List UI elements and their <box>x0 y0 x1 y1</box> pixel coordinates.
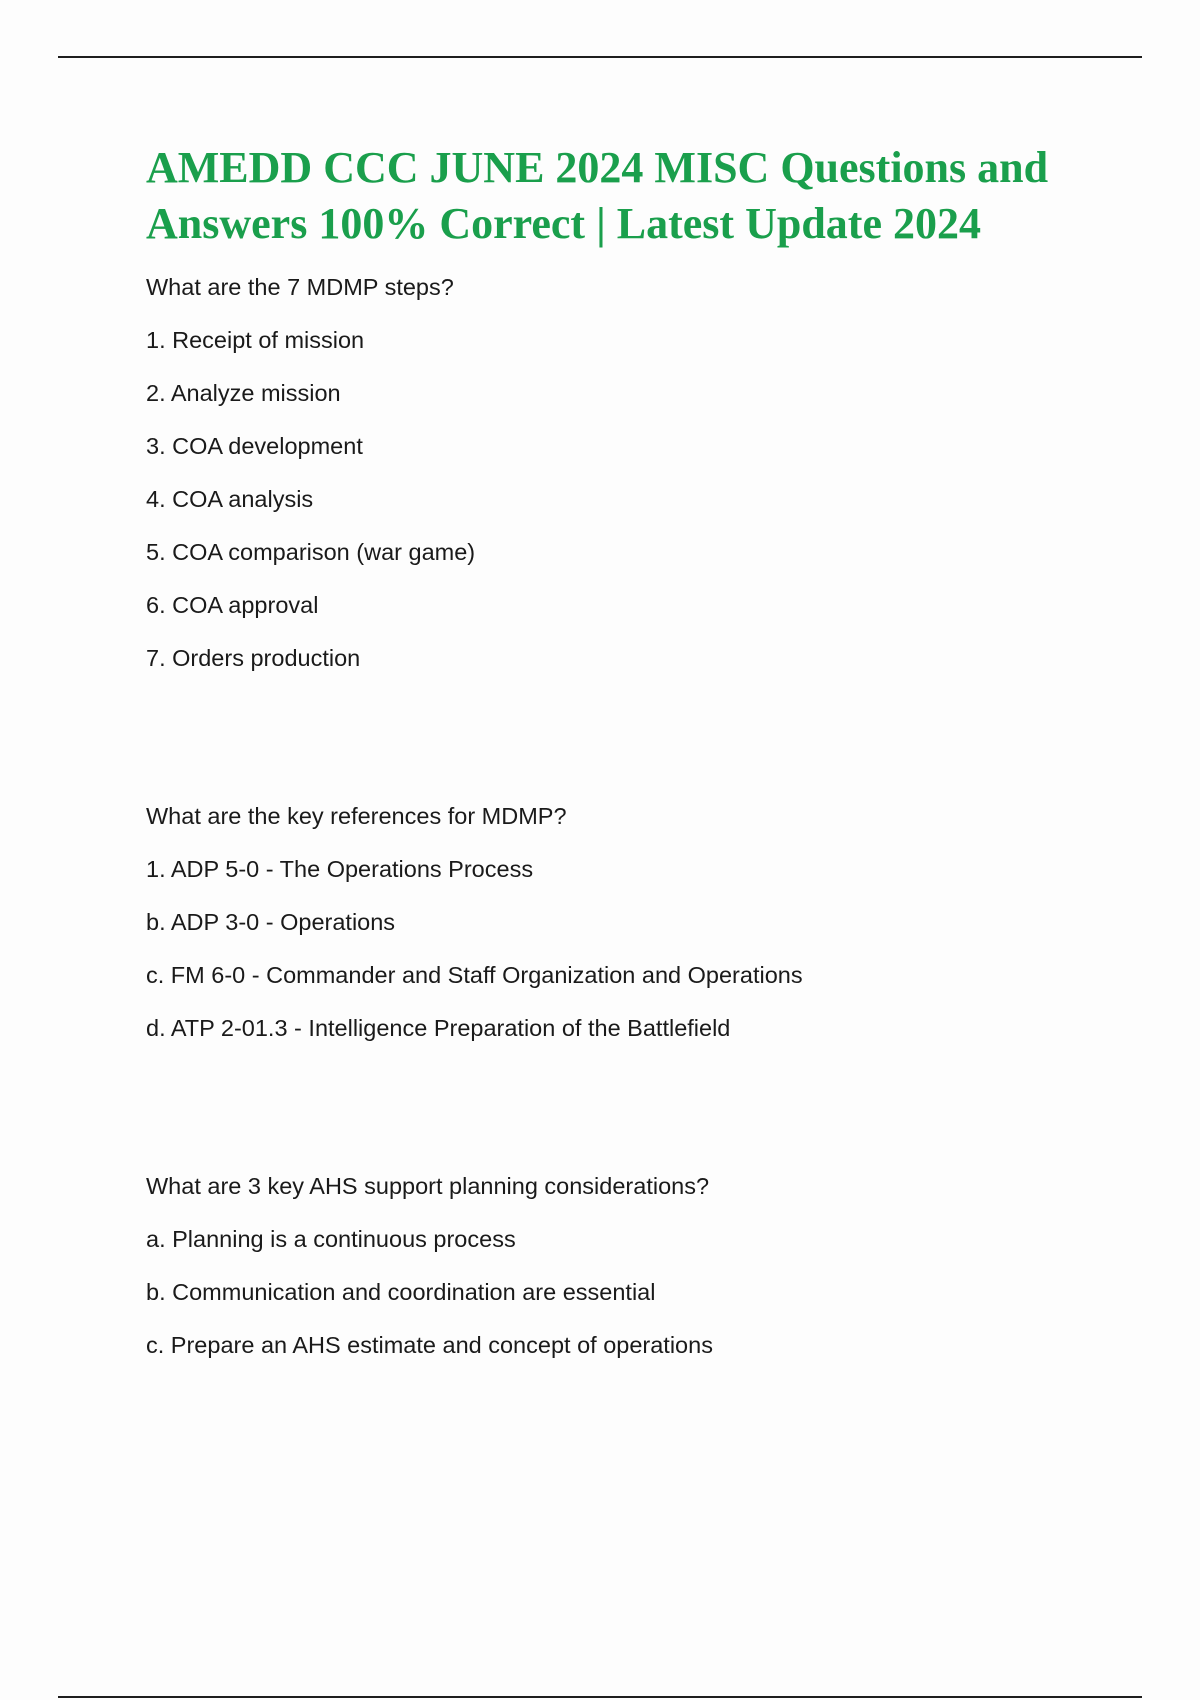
answer-line: 1. Receipt of mission <box>146 327 365 353</box>
document-body <box>146 140 1086 1358</box>
qa-section <box>146 1173 1086 1358</box>
answer-line: c. Prepare an AHS estimate and concept of operations <box>146 1332 713 1358</box>
answer-line: 2. Analyze mission <box>146 380 341 406</box>
answer-line: 1. ADP 5-0 - The Operations Process <box>146 856 534 882</box>
answer-line: a. Planning is a continuous process <box>146 1226 516 1252</box>
question: What are the key references for MDMP? <box>146 803 567 829</box>
answer-line: 4. COA analysis <box>146 486 314 512</box>
top-rule <box>58 56 1142 58</box>
answer-line: 7. Orders production <box>146 645 361 671</box>
answer-line: b. ADP 3-0 - Operations <box>146 909 396 935</box>
qa-section <box>146 274 1086 671</box>
bottom-rule <box>58 1696 1142 1698</box>
document-title: AMEDD CCC JUNE 2024 MISC Questions and Answers 100% Correct | Latest Update 2024 <box>146 143 1049 248</box>
answer-line: 3. COA development <box>146 433 363 459</box>
answer-line: c. FM 6-0 - Commander and Staff Organization and Operations <box>146 962 803 988</box>
question: What are 3 key AHS support planning considerations? <box>146 1173 710 1199</box>
qa-section <box>146 803 1086 1041</box>
answer-line: b. Communication and coordination are essential <box>146 1279 656 1305</box>
answer-line: 6. COA approval <box>146 592 319 618</box>
question: What are the 7 MDMP steps? <box>146 274 454 300</box>
answer-line: d. ATP 2-01.3 - Intelligence Preparation of the Battlefield <box>146 1015 731 1041</box>
answer-line: 5. COA comparison (war game) <box>146 539 476 565</box>
